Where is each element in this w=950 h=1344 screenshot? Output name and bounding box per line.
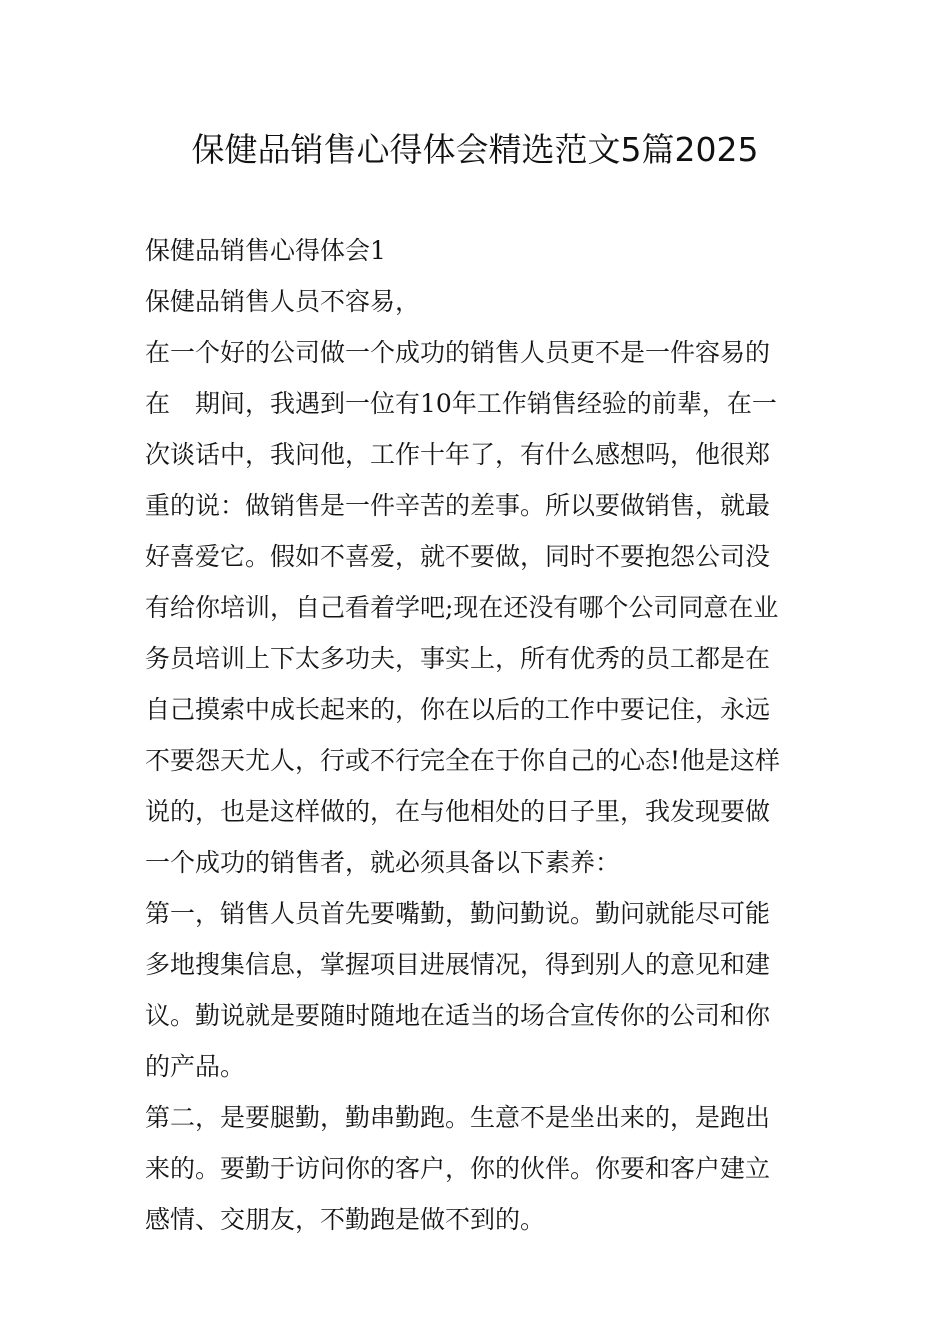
text-line: 的产品。	[145, 1052, 246, 1081]
text-line: 感情、交朋友，不勤跑是做不到的。	[145, 1205, 546, 1234]
text-line: 在一个好的公司做一个成功的销售人员更不是一件容易的	[145, 338, 771, 367]
document-body	[145, 225, 810, 1245]
text-line: 自己摸索中成长起来的，你在以后的工作中要记住，永远	[145, 695, 771, 724]
text-line: 重的说：做销售是一件辛苦的差事。所以要做销售，就最	[145, 491, 771, 520]
section-heading: 保健品销售心得体会1	[145, 236, 386, 265]
text-line: 好喜爱它。假如不喜爱，就不要做，同时不要抱怨公司没	[145, 542, 771, 571]
text-line: 第二，是要腿勤，勤串勤跑。生意不是坐出来的，是跑出	[145, 1103, 771, 1132]
text-line: 有给你培训，自己看着学吧;现在还没有哪个公司同意在业	[145, 593, 779, 622]
text-line: 一个成功的销售者，就必须具备以下素养：	[145, 848, 621, 877]
text-line: 次谈话中，我问他，工作十年了，有什么感想吗，他很郑	[145, 440, 771, 469]
text-line: 务员培训上下太多功夫，事实上，所有优秀的员工都是在	[145, 644, 771, 673]
text-line: 多地搜集信息，掌握项目进展情况，得到别人的意见和建	[145, 950, 771, 979]
text-line: 保健品销售人员不容易，	[145, 287, 421, 316]
document-title: 保健品销售心得体会精选范文5篇2025	[191, 130, 759, 169]
text-line: 不要怨天尤人，行或不行完全在于你自己的心态!他是这样	[145, 746, 781, 775]
text-line: 来的。要勤于访问你的客户，你的伙伴。你要和客户建立	[145, 1154, 771, 1183]
text-line: 在 期间，我遇到一位有10年工作销售经验的前辈，在一	[145, 389, 777, 418]
text-line: 说的，也是这样做的，在与他相处的日子里，我发现要做	[145, 797, 771, 826]
text-line: 议。勤说就是要随时随地在适当的场合宣传你的公司和你	[145, 1001, 771, 1030]
text-line: 第一，销售人员首先要嘴勤，勤问勤说。勤问就能尽可能	[145, 899, 771, 928]
